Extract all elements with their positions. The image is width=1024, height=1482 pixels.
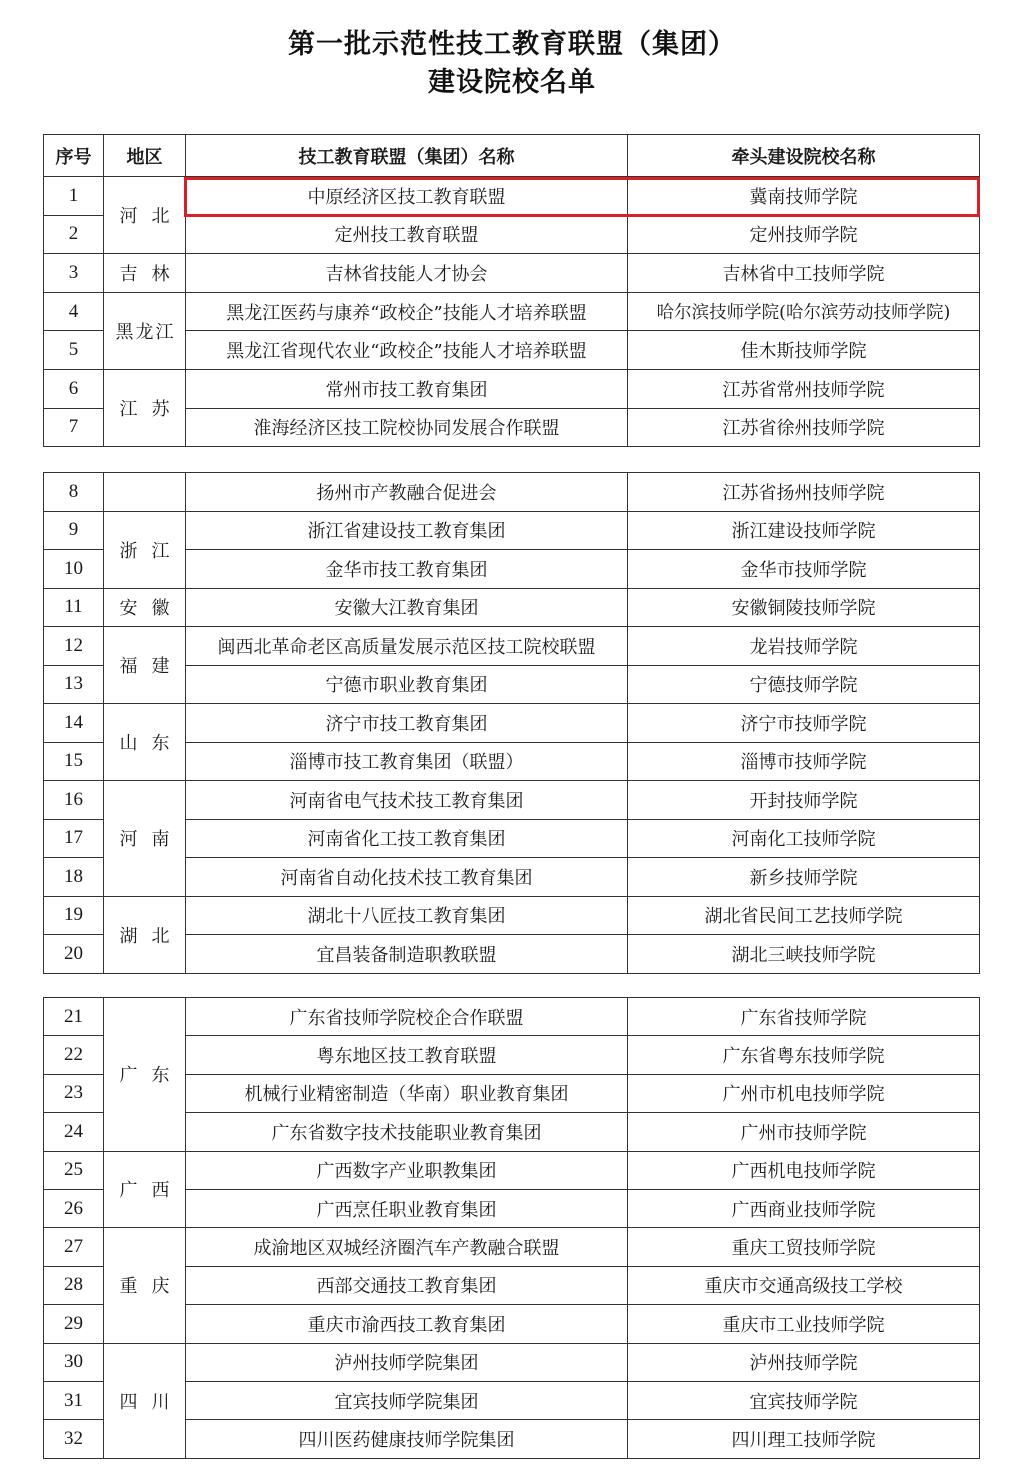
row-lead-school: 江苏省徐州技师学院	[628, 408, 980, 447]
row-alliance-name: 河南省化工技工教育集团	[186, 819, 628, 858]
row-no: 24	[44, 1113, 104, 1151]
row-no: 10	[44, 550, 104, 589]
row-no: 3	[44, 254, 104, 293]
row-no: 14	[44, 704, 104, 743]
document-title-line1: 第一批示范性技工教育联盟（集团）	[288, 29, 736, 60]
row-alliance-name: 泸州技师学院集团	[186, 1343, 628, 1381]
row-lead-school: 龙岩技师学院	[628, 627, 980, 666]
row-lead-school: 宁德技师学院	[628, 665, 980, 704]
row-lead-school: 吉林省中工技师学院	[628, 254, 980, 293]
list-table-1	[43, 134, 980, 447]
row-no: 30	[44, 1343, 104, 1381]
row-alliance-name: 河南省电气技术技工教育集团	[186, 781, 628, 820]
row-no: 23	[44, 1074, 104, 1112]
table-row	[44, 292, 980, 331]
row-no: 9	[44, 511, 104, 550]
row-alliance-name: 安徽大江教育集团	[186, 588, 628, 627]
row-alliance-name: 湖北十八匠技工教育集团	[186, 896, 628, 935]
table-header-row	[44, 135, 980, 177]
row-no: 19	[44, 896, 104, 935]
row-lead-school: 广西机电技师学院	[628, 1151, 980, 1189]
row-lead-school: 广州市机电技师学院	[628, 1074, 980, 1112]
row-alliance-name: 西部交通技工教育集团	[186, 1266, 628, 1304]
row-lead-school: 淄博市技师学院	[628, 742, 980, 781]
row-no: 1	[44, 177, 104, 216]
row-alliance-name: 金华市技工教育集团	[186, 550, 628, 589]
row-alliance-name: 河南省自动化技术技工教育集团	[186, 858, 628, 897]
row-lead-school: 重庆工贸技师学院	[628, 1228, 980, 1266]
list-table-2	[43, 472, 980, 974]
row-no: 18	[44, 858, 104, 897]
row-region: 吉林	[104, 254, 186, 293]
row-lead-school: 广州市技师学院	[628, 1113, 980, 1151]
table-row	[44, 781, 980, 820]
row-lead-school: 湖北三峡技师学院	[628, 935, 980, 974]
row-region: 广东	[104, 998, 186, 1152]
row-alliance-name: 宜宾技师学院集团	[186, 1381, 628, 1419]
row-no: 29	[44, 1305, 104, 1343]
row-alliance-name: 淮海经济区技工院校协同发展合作联盟	[186, 408, 628, 447]
row-alliance-name: 浙江省建设技工教育集团	[186, 511, 628, 550]
row-region: 河北	[104, 177, 186, 254]
row-alliance-name: 粤东地区技工教育联盟	[186, 1036, 628, 1074]
table-row	[44, 998, 980, 1036]
table-row	[44, 588, 980, 627]
row-lead-school: 浙江建设技师学院	[628, 511, 980, 550]
row-alliance-name: 广东省数字技术技能职业教育集团	[186, 1113, 628, 1151]
row-lead-school: 开封技师学院	[628, 781, 980, 820]
row-lead-school: 哈尔滨技师学院(哈尔滨劳动技师学院)	[628, 292, 980, 331]
header-no: 序号	[44, 135, 104, 177]
row-alliance-name: 重庆市渝西技工教育集团	[186, 1305, 628, 1343]
row-no: 31	[44, 1381, 104, 1419]
row-alliance-name: 广东省技师学院校企合作联盟	[186, 998, 628, 1036]
row-alliance-name: 闽西北革命老区高质量发展示范区技工院校联盟	[186, 627, 628, 666]
row-alliance-name: 黑龙江省现代农业“政校企”技能人才培养联盟	[186, 331, 628, 370]
row-no: 11	[44, 588, 104, 627]
row-no: 25	[44, 1151, 104, 1189]
row-no: 16	[44, 781, 104, 820]
document-title-line2: 建设院校名单	[428, 67, 596, 98]
row-no: 7	[44, 408, 104, 447]
row-lead-school: 四川理工技师学院	[628, 1420, 980, 1458]
row-region: 广西	[104, 1151, 186, 1228]
row-lead-school: 广西商业技师学院	[628, 1189, 980, 1227]
row-region: 河南	[104, 781, 186, 897]
table-row	[44, 177, 980, 216]
row-no: 21	[44, 998, 104, 1036]
row-lead-school: 重庆市工业技师学院	[628, 1305, 980, 1343]
row-region: 福建	[104, 627, 186, 704]
header-region: 地区	[104, 135, 186, 177]
table-row	[44, 627, 980, 666]
row-no: 13	[44, 665, 104, 704]
header-lead-school: 牵头建设院校名称	[628, 135, 980, 177]
row-no: 27	[44, 1228, 104, 1266]
row-lead-school: 冀南技师学院	[628, 177, 980, 216]
row-no: 28	[44, 1266, 104, 1304]
row-alliance-name: 四川医药健康技师学院集团	[186, 1420, 628, 1458]
row-no: 15	[44, 742, 104, 781]
row-lead-school: 金华市技师学院	[628, 550, 980, 589]
row-no: 4	[44, 292, 104, 331]
row-region: 黑龙江	[104, 292, 186, 369]
row-lead-school: 新乡技师学院	[628, 858, 980, 897]
row-alliance-name: 吉林省技能人才协会	[186, 254, 628, 293]
header-alliance-name: 技工教育联盟（集团）名称	[186, 135, 628, 177]
row-lead-school: 佳木斯技师学院	[628, 331, 980, 370]
row-alliance-name: 黑龙江医药与康养“政校企”技能人才培养联盟	[186, 292, 628, 331]
table-row	[44, 473, 980, 512]
row-region: 四川	[104, 1343, 186, 1458]
table-row	[44, 511, 980, 550]
row-region: 江苏	[104, 369, 186, 446]
row-alliance-name: 广西烹任职业教育集团	[186, 1189, 628, 1227]
row-region: 山东	[104, 704, 186, 781]
table-row	[44, 704, 980, 743]
row-lead-school: 河南化工技师学院	[628, 819, 980, 858]
table-row	[44, 254, 980, 293]
row-no: 26	[44, 1189, 104, 1227]
row-alliance-name: 扬州市产教融合促进会	[186, 473, 628, 512]
row-alliance-name: 机械行业精密制造（华南）职业教育集团	[186, 1074, 628, 1112]
row-lead-school: 广东省技师学院	[628, 998, 980, 1036]
row-lead-school: 泸州技师学院	[628, 1343, 980, 1381]
row-region: 安徽	[104, 588, 186, 627]
row-alliance-name: 淄博市技工教育集团（联盟）	[186, 742, 628, 781]
row-lead-school: 江苏省扬州技师学院	[628, 473, 980, 512]
row-lead-school: 广东省粤东技师学院	[628, 1036, 980, 1074]
row-lead-school: 济宁市技师学院	[628, 704, 980, 743]
row-lead-school: 宜宾技师学院	[628, 1381, 980, 1419]
row-alliance-name: 常州市技工教育集团	[186, 369, 628, 408]
row-lead-school: 湖北省民间工艺技师学院	[628, 896, 980, 935]
table-row	[44, 1343, 980, 1381]
row-alliance-name: 定州技工教育联盟	[186, 215, 628, 254]
row-no: 5	[44, 331, 104, 370]
row-lead-school: 重庆市交通高级技工学校	[628, 1266, 980, 1304]
row-region: 湖北	[104, 896, 186, 973]
table-row	[44, 1151, 980, 1189]
row-no: 6	[44, 369, 104, 408]
row-no: 32	[44, 1420, 104, 1458]
row-alliance-name: 成渝地区双城经济圈汽车产教融合联盟	[186, 1228, 628, 1266]
table-row	[44, 896, 980, 935]
row-alliance-name: 宜昌装备制造职教联盟	[186, 935, 628, 974]
row-region: 浙江	[104, 511, 186, 588]
list-table-3	[43, 997, 980, 1459]
row-lead-school: 定州技师学院	[628, 215, 980, 254]
row-no: 8	[44, 473, 104, 512]
row-no: 22	[44, 1036, 104, 1074]
row-alliance-name: 广西数字产业职教集团	[186, 1151, 628, 1189]
row-no: 20	[44, 935, 104, 974]
row-no: 12	[44, 627, 104, 666]
row-region	[104, 473, 186, 512]
row-alliance-name: 济宁市技工教育集团	[186, 704, 628, 743]
row-alliance-name: 中原经济区技工教育联盟	[186, 177, 628, 216]
row-region: 重庆	[104, 1228, 186, 1343]
table-row	[44, 1228, 980, 1266]
row-lead-school: 安徽铜陵技师学院	[628, 588, 980, 627]
row-no: 17	[44, 819, 104, 858]
row-alliance-name: 宁德市职业教育集团	[186, 665, 628, 704]
row-lead-school: 江苏省常州技师学院	[628, 369, 980, 408]
row-no: 2	[44, 215, 104, 254]
table-row	[44, 369, 980, 408]
